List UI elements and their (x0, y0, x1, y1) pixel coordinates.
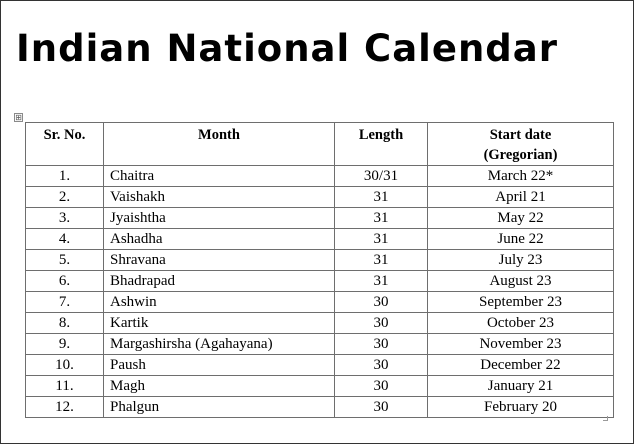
cell-sr-no: 11. (26, 376, 104, 397)
header-month: Month (104, 123, 335, 166)
table-row (26, 250, 614, 271)
cell-start-date: June 22 (428, 229, 614, 250)
cell-sr-no: 7. (26, 292, 104, 313)
table-header-row (26, 123, 614, 166)
header-start-date-line1: Start date (489, 127, 552, 143)
cell-start-date: January 21 (428, 376, 614, 397)
cell-length: 31 (335, 208, 428, 229)
cell-month: Magh (104, 376, 335, 397)
page-title: Indian National Calendar (16, 27, 558, 70)
header-start-date (428, 123, 614, 166)
cell-length: 31 (335, 229, 428, 250)
table-row (26, 229, 614, 250)
table-row (26, 313, 614, 334)
cell-month: Chaitra (104, 166, 335, 187)
cell-month: Phalgun (104, 397, 335, 418)
cell-month: Ashadha (104, 229, 335, 250)
table-row (26, 397, 614, 418)
cell-month: Paush (104, 355, 335, 376)
header-start-date-line2: (Gregorian) (483, 147, 558, 163)
table-row (26, 376, 614, 397)
cell-start-date: September 23 (428, 292, 614, 313)
cell-length: 30 (335, 355, 428, 376)
cell-sr-no: 2. (26, 187, 104, 208)
cell-month: Kartik (104, 313, 335, 334)
header-sr-no: Sr. No. (26, 123, 104, 166)
cell-sr-no: 9. (26, 334, 104, 355)
cell-month: Shravana (104, 250, 335, 271)
table-move-handle-icon[interactable]: ⊞ (15, 113, 22, 122)
cell-start-date: March 22* (428, 166, 614, 187)
cell-month: Ashwin (104, 292, 335, 313)
table-row (26, 166, 614, 187)
table-row (26, 292, 614, 313)
cell-length: 30 (335, 292, 428, 313)
cell-length: 30 (335, 397, 428, 418)
cell-sr-no: 1. (26, 166, 104, 187)
cell-start-date: November 23 (428, 334, 614, 355)
cell-length: 30/31 (335, 166, 428, 187)
header-length: Length (335, 123, 428, 166)
cell-month: Margashirsha (Agahayana) (104, 334, 335, 355)
table-row (26, 187, 614, 208)
table-resize-handle[interactable] (603, 416, 608, 421)
cell-sr-no: 3. (26, 208, 104, 229)
cell-start-date: August 23 (428, 271, 614, 292)
calendar-table (25, 122, 614, 418)
cell-start-date: May 22 (428, 208, 614, 229)
cell-length: 31 (335, 271, 428, 292)
table-row (26, 208, 614, 229)
cell-month: Jyaishtha (104, 208, 335, 229)
cell-sr-no: 5. (26, 250, 104, 271)
cell-start-date: April 21 (428, 187, 614, 208)
cell-sr-no: 6. (26, 271, 104, 292)
cell-month: Vaishakh (104, 187, 335, 208)
cell-month: Bhadrapad (104, 271, 335, 292)
table-row (26, 271, 614, 292)
cell-start-date: February 20 (428, 397, 614, 418)
cell-sr-no: 8. (26, 313, 104, 334)
cell-start-date: October 23 (428, 313, 614, 334)
cell-length: 30 (335, 376, 428, 397)
table-row (26, 334, 614, 355)
cell-sr-no: 4. (26, 229, 104, 250)
cell-length: 31 (335, 187, 428, 208)
cell-length: 31 (335, 250, 428, 271)
cell-sr-no: 12. (26, 397, 104, 418)
cell-start-date: July 23 (428, 250, 614, 271)
cell-length: 30 (335, 313, 428, 334)
cell-length: 30 (335, 334, 428, 355)
cell-start-date: December 22 (428, 355, 614, 376)
cell-sr-no: 10. (26, 355, 104, 376)
table-row (26, 355, 614, 376)
